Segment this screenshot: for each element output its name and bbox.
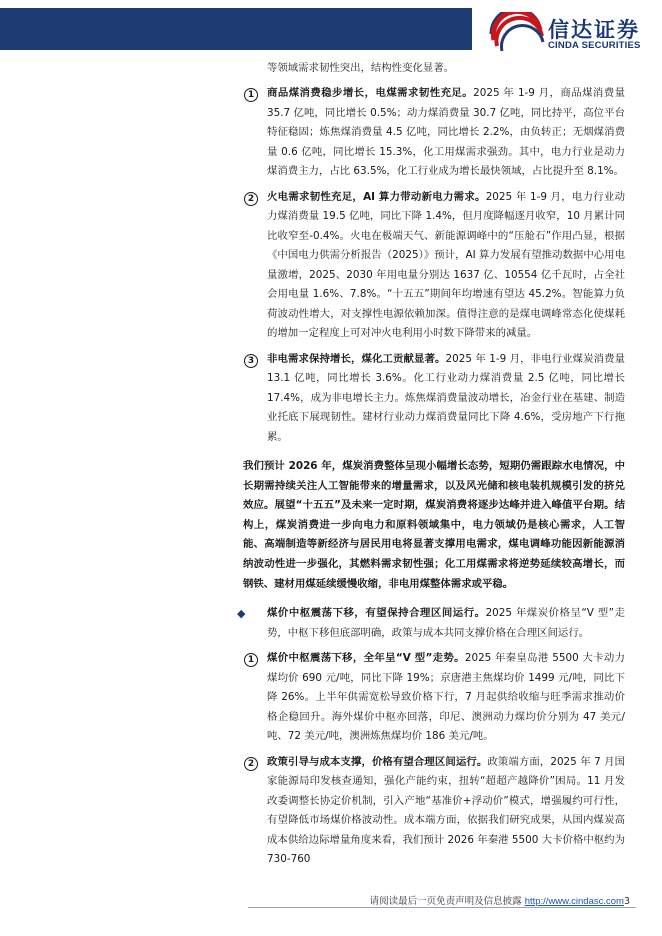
price-section: [237, 604, 625, 643]
price-item-2: [243, 753, 625, 870]
item-lead: 商品煤消费稳步增长，电煤需求韧性充足。: [267, 87, 474, 99]
section-body: 2025 年煤炭价格呈“V 型”走势，中枢下移但底部明确，政策与成本共同支撑价格在合理区间运行。: [267, 607, 625, 639]
cinda-logo-icon: [488, 12, 548, 54]
forecast-summary: 我们预计 2026 年，煤炭消费整体呈现小幅增长态势，短期仍需跟踪水电情况，中长期需持续关注人工智能带来的增量需求，以及风光储和核电装机规模引发的挤兑效应。展望“十五五”及未来一定时期，煤炭消费将逐步达峰并进入峰值平台期。结构上，煤炭消费进一步向电力和原料领域集中，电力领域仍是核心需求，人工智能、高端制造等新经济与居民用电将显著支撑用电需求，煤电调峰功能因新能源消纳波动性进一步强化，其燃料需求韧性强；化工用煤需求将逆势延续较高增长，而钢铁、建材用煤延续缓慢收缩，非电用煤整体需求或平稳。: [243, 460, 625, 590]
intro-line: 等领域需求韧性突出，结构性变化显著。: [267, 62, 455, 74]
item-number: 1: [244, 653, 258, 667]
page-number: 3: [623, 896, 630, 907]
logo-english-name: CINDA SECURITIES: [548, 40, 641, 51]
diamond-bullet-icon: ◆: [237, 607, 246, 621]
item-lead: 火电需求韧性充足，AI 算力带动新电力需求。: [267, 190, 486, 203]
page-footer: [0, 893, 630, 907]
consumption-item-3: [243, 350, 625, 448]
item-lead: 非电需求保持增长，煤化工贡献显著。: [267, 352, 446, 365]
company-logo: [488, 12, 656, 54]
item-body: 2025 年 1-9 月，电力行业动力煤消费量 19.5 亿吨，同比下降 1.4%，但月度降幅逐月收窄，10 月累计同比收窄至-0.4%。火电在极端天气、新能源调峰中的“压舱石”作用凸显，根据《中国电力供需分析报告（2025）》预计，AI 算力发展有望推动数据中心用电量激增，2025、2030 年用电量分别达 1637 亿、10554 亿千瓦时，占全社会用电量 1.6%、7.8%。“十五五”期间年均增速有望达 45.2%。智能算力负荷波动性增大，对支撑性电源依赖加深。值得注意的是煤电调峰常态化使煤耗的增加一定程度上可对冲火电利用小时数下降带来的减量。: [267, 190, 625, 339]
item-body: 2025 年 1-9 月，商品煤消费量 35.7 亿吨，同比增长 0.5%；动力煤消费量 30.7 亿吨，同比持平，高位平台特征稳固；炼焦煤消费量 4.5 亿吨，同比增长 2.2%，由负转正；无烟煤消费量 0.6 亿吨，同比增长 15.3%，化工用煤需求强劲。其中，电力行业是动力煤消费主力，占比 63.5%，化工行业成为增长最快领域，占比提升至 8.1%。: [267, 87, 625, 177]
logo-chinese-name: 信达证券: [548, 18, 640, 42]
item-body: 政策端方面，2025 年 7 月国家能源局印发核查通知，强化产能约束，扭转“超超产越降价”困局。11 月发改委调整长协定价机制，引入产地“基准价+浮动价”模式，增强履约可行性，有望降低市场煤价格波动性。成本端方面，依据我们研究成果，从国内煤炭高成本供给边际增量角度来看，我们预计 2026 年秦港 5500 大卡价格中枢约为 730-760: [267, 755, 625, 866]
item-number: 2: [244, 757, 258, 771]
header-band: [0, 8, 472, 50]
consumption-item-2: [243, 188, 625, 344]
disclaimer-text: 请阅读最后一页免责声明及信息披露: [369, 896, 525, 907]
footer-divider: [248, 907, 636, 908]
price-item-1: [243, 649, 625, 747]
item-number: 2: [244, 192, 258, 206]
website-link[interactable]: http://www.cindasc.com: [524, 896, 624, 907]
item-body: 2025 年秦皇岛港 5500 大卡动力煤均价 690 元/吨，同比下降 19%；京唐港主焦煤均价 1499 元/吨，同比下降 26%。上半年供需宽松导致价格下行，7 月起供给收缩与旺季需求推动价格企稳回升。海外煤价中枢亦回落，印尼、澳洲动力煤均价分别为 47 美元/吨、72 美元/吨，澳洲炼焦煤均价 186 美元/吨。: [267, 652, 625, 743]
section-lead: 煤价中枢震荡下移，有望保持合理区间运行。: [267, 607, 486, 620]
report-body: [237, 59, 626, 870]
consumption-item-1: [243, 84, 625, 182]
item-lead: 政策引导与成本支撑，价格有望合理区间运行。: [267, 755, 488, 768]
item-number: 1: [244, 88, 258, 102]
item-body: 2025 年 1-9 月，非电行业煤炭消费量 13.1 亿吨，同比增长 3.6%。化工行业动力煤消费量 2.5 亿吨，同比增长 17.4%，成为非电增长主力。炼焦煤消费量波动增长，冶金行业在基建、制造业托底下展现韧性。建材行业动力煤消费量同比下降 4.6%，受房地产下行拖累。: [267, 352, 626, 443]
item-lead: 煤价中枢震荡下移，全年呈“V 型”走势。: [267, 652, 465, 665]
item-number: 3: [244, 354, 258, 368]
